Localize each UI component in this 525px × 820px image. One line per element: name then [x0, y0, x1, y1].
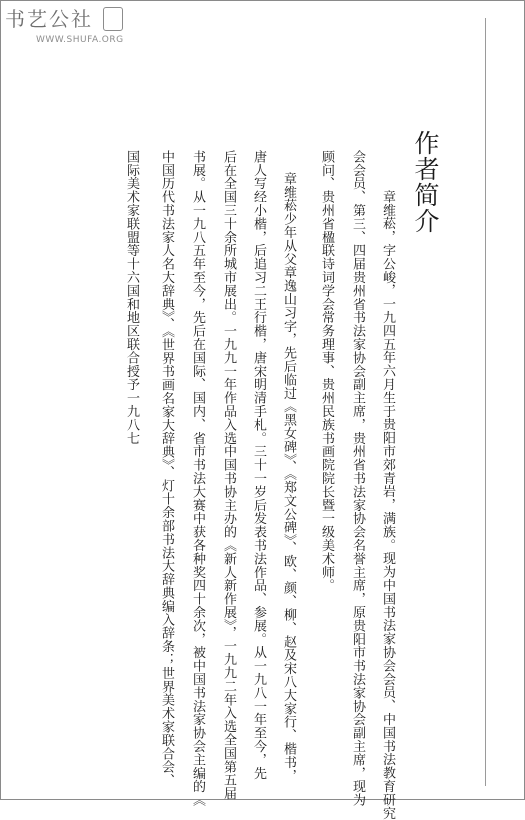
site-watermark: [5, 3, 123, 49]
text-column: 书展。从一九八五年至今，先后在国际、国内、省市书法大赛中获各种奖四十余次，被中国书法家协会主编的《: [190, 150, 205, 807]
text-column: 唐人写经小楷，后追习二王行楷，唐宋明清手札。三十一岁后发表书法作品、参展。从一九八一年至今，先: [251, 150, 266, 780]
logo-url: WWW.SHUFA.ORG: [36, 35, 124, 45]
margin-rule: [485, 18, 486, 786]
logo-text: 书艺公社: [5, 7, 93, 31]
text-column: 顾问、贵州省楹联诗词学会常务理事、贵州民族书画院院长暨一级美术师。: [319, 150, 334, 593]
text-column: 章维菘少年从父章逸山习字，先后临过《黑女碑》、《郑文公碑》、欧、颜、柳、赵及宋八大家行、楷书，: [281, 172, 296, 783]
text-column: 会会员、第三、四届贵州省书法家协会副主席，贵州省书法家协会名誉主席，原贵阳市书法家协会副主席，现为: [350, 150, 365, 807]
page-title: 作者简介: [411, 130, 440, 234]
text-column: 后在全国三十余所城市展出。一九九一年作品入选中国书协主办的《新人新作展》，一九九二年入选全国第五届: [221, 150, 236, 801]
text-column: 章维菘，字公峻，一九四五年六月生于贵阳市郊青岩，满族。现为中国书法家协会会员、中国书法教育研究: [380, 190, 395, 820]
text-column: 国际美术家联盟等十六国和地区联合授予一九八七: [124, 150, 139, 445]
text-column: 中国历代书法家人名大辞典》、《世界书画名家大辞典》、灯十余部书法大辞典编入辞条；世界美术家联合会、: [159, 150, 174, 788]
seal-icon: [103, 7, 123, 31]
